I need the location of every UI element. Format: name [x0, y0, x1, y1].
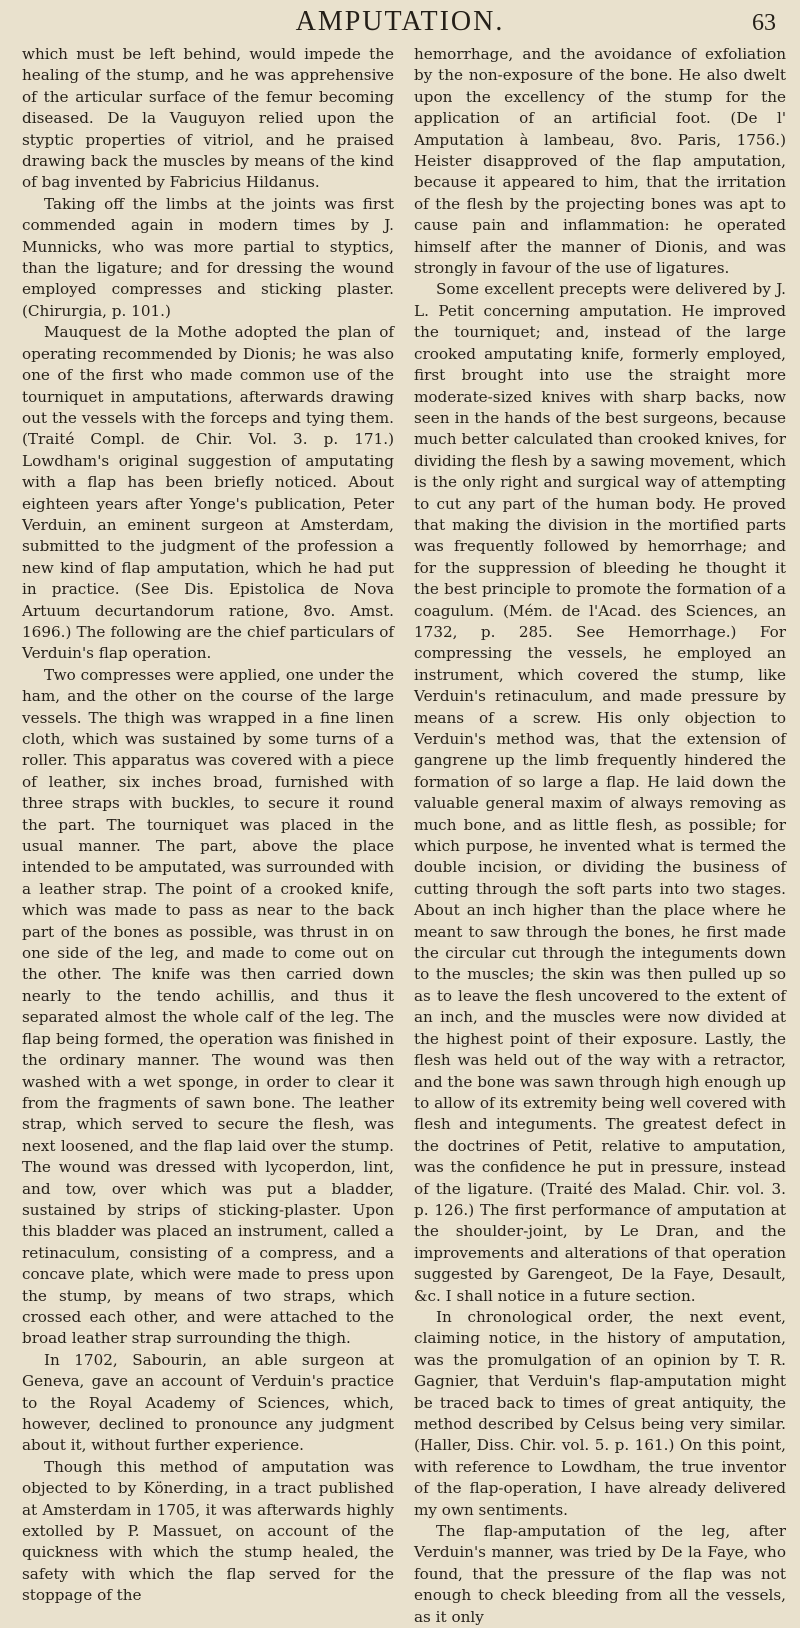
paragraph: hemorrhage, and the avoidance of exfoliation by the non-exposure of the bone. He also dwelt upon the excellency of the stump for the application of an artificial foot. (De l' Amputation à lambeau, 8vo. Paris, 1756.) Heister disapproved of the flap amputation, because it appeared to him, that the irritation of the flesh by the projecting bones was apt to cause pain and inflammation: he operated himself after the manner of Dionis, and was strongly in favour of the use of ligatures.	[414, 45, 786, 278]
text-columns	[22, 44, 786, 1626]
paragraph: Two compresses were applied, one under the ham, and the other on the course of the large vessels. The thigh was wrapped in a fine linen cloth, which was sustained by some turns of a roller. This apparatus was covered with a piece of leather, six inches broad, furnished with three straps with buckles, to secure it round the part. The tourniquet was placed in the usual manner. The part, above the place intended to be amputated, was surrounded with a leather strap. The point of a crooked knife, which was made to pass as near to the back part of the bones as possible, was thrust in on one side of the leg, and made to come out on the other. The knife was then carried down nearly to the tendo achillis, and thus it separated almost the whole calf of the leg. The flap being formed, the operation was finished in the ordinary manner. The wound was then washed with a wet sponge, in order to clear it from the fragments of sawn bone. The leather strap, which served to secure the flesh, was next loosened, and the flap laid over the stump. The wound was dressed with lycoperdon, lint, and tow, over which was put a bladder, sustained by strips of sticking-plaster. Upon this bladder was placed an instrument, called a retinaculum, consisting of a compress, and a concave plate, which were made to press upon the stump, by means of two straps, which crossed each other, and were attached to the broad leather strap surrounding the thigh.	[22, 665, 394, 1348]
paragraph: Mauquest de la Mothe adopted the plan of operating recommended by Dionis; he was also one of the first who made common use of the tourniquet in amputations, afterwards drawing out the vessels with the forceps and tying them. (Traité Compl. de Chir. Vol. 3. p. 171.) Lowdham's original suggestion of amputating with a flap has been briefly noticed. About eighteen years after Yonge's publication, Peter Verduin, an eminent surgeon at Amsterdam, submitted to the judgment of the profession a new kind of flap amputation, which he had put in practice. (See Dis. Epistolica de Nova Artuum decurtandorum ratione, 8vo. Amst. 1696.) The following are the chief particulars of Verduin's flap operation.	[22, 323, 394, 663]
paragraph: The flap-amputation of the leg, after Verduin's manner, was tried by De la Faye, who found, that the pressure of the flap was not enough to check bleeding from all the vessels, as it only	[414, 1522, 786, 1626]
paragraph: which must be left behind, would impede the healing of the stump, and he was apprehensive of the articular surface of the femur becoming diseased. De la Vauguyon relied upon the styptic properties of vitriol, and he praised drawing back the muscles by means of the kind of bag invented by Fabricius Hildanus.	[22, 45, 394, 192]
paragraph: Some excellent precepts were delivered by J. L. Petit concerning amputation. He improved the tourniquet; and, instead of the large crooked amputating knife, formerly employed, first brought into use the straight more moderate-sized knives with sharp backs, now seen in the hands of the best surgeons, because much better calculated than crooked knives, for dividing the flesh by a sawing movement, which is the only right and surgical way of attempting to cut any part of the human body. He proved that making the division in the mortified parts was frequently followed by hemorrhage; and for the suppression of bleeding he thought it the best principle to promote the formation of a coagulum. (Mém. de l'Acad. des Sciences, an 1732, p. 285. See Hemorrhage.) For compressing the vessels, he employed an instrument, which covered the stump, like Verduin's retinaculum, and made pressure by means of a screw. His only objection to Verduin's method was, that the extension of gangrene up the limb frequently hindered the formation of so large a flap. He laid down the valuable general maxim of always removing as much bone, and as little flesh, as possible; for which purpose, he invented what is termed the double incision, or dividing the business of cutting through the soft parts into two stages. About an inch higher than the place where he meant to saw through the bones, he first made the circular cut through the integuments down to the muscles; the skin was then pulled up so as to leave the flesh uncovered to the extent of an inch, and the muscles were now divided at the highest point of their exposure. Lastly, the flesh was held out of the way with a retractor, and the bone was sawn through high enough up to allow of its extremity being well covered with flesh and integuments. The greatest defect in the doctrines of Petit, relative to amputation, was the confidence he put in pressure, instead of the ligature. (Traité des Malad. Chir. vol. 3. p. 126.) The first performance of amputation at the shoulder-joint, by Le Dran, and the improvements and alterations of that operation suggested by Garengeot, De la Faye, Desault, &c. I shall notice in a future section.	[414, 280, 786, 1305]
page-header	[0, 6, 800, 46]
paragraph: In chronological order, the next event, claiming notice, in the history of amputation, was the promulgation of an opinion by T. R. Gagnier, that Verduin's flap-amputation might be traced back to times of great antiquity, the method described by Celsus being very similar. (Haller, Diss. Chir. vol. 5. p. 161.) On this point, with reference to Lowdham, the true inventor of the flap-operation, I have already delivered my own sentiments.	[414, 1307, 786, 1519]
paragraph: In 1702, Sabourin, an able surgeon at Geneva, gave an account of Verduin's practice to the Royal Academy of Sciences, which, however, declined to pronounce any judgment about it, without further experience.	[22, 1350, 394, 1455]
paragraph: Taking off the limbs at the joints was first commended again in modern times by J. Munnicks, who was more partial to styptics, than the ligature; and for dressing the wound employed compresses and sticking plaster. (Chirurgia, p. 101.)	[22, 194, 394, 320]
left-column	[22, 44, 394, 1605]
paragraph: Though this method of amputation was objected to by Könerding, in a tract published at Amsterdam in 1705, it was afterwards highly extolled by P. Massuet, on account of the quickness with which the stump healed, the safety with which the flap served for the stoppage of the	[22, 1457, 394, 1605]
right-column	[414, 44, 786, 1626]
page-number: 63	[752, 10, 776, 36]
running-title: AMPUTATION.	[295, 6, 505, 37]
